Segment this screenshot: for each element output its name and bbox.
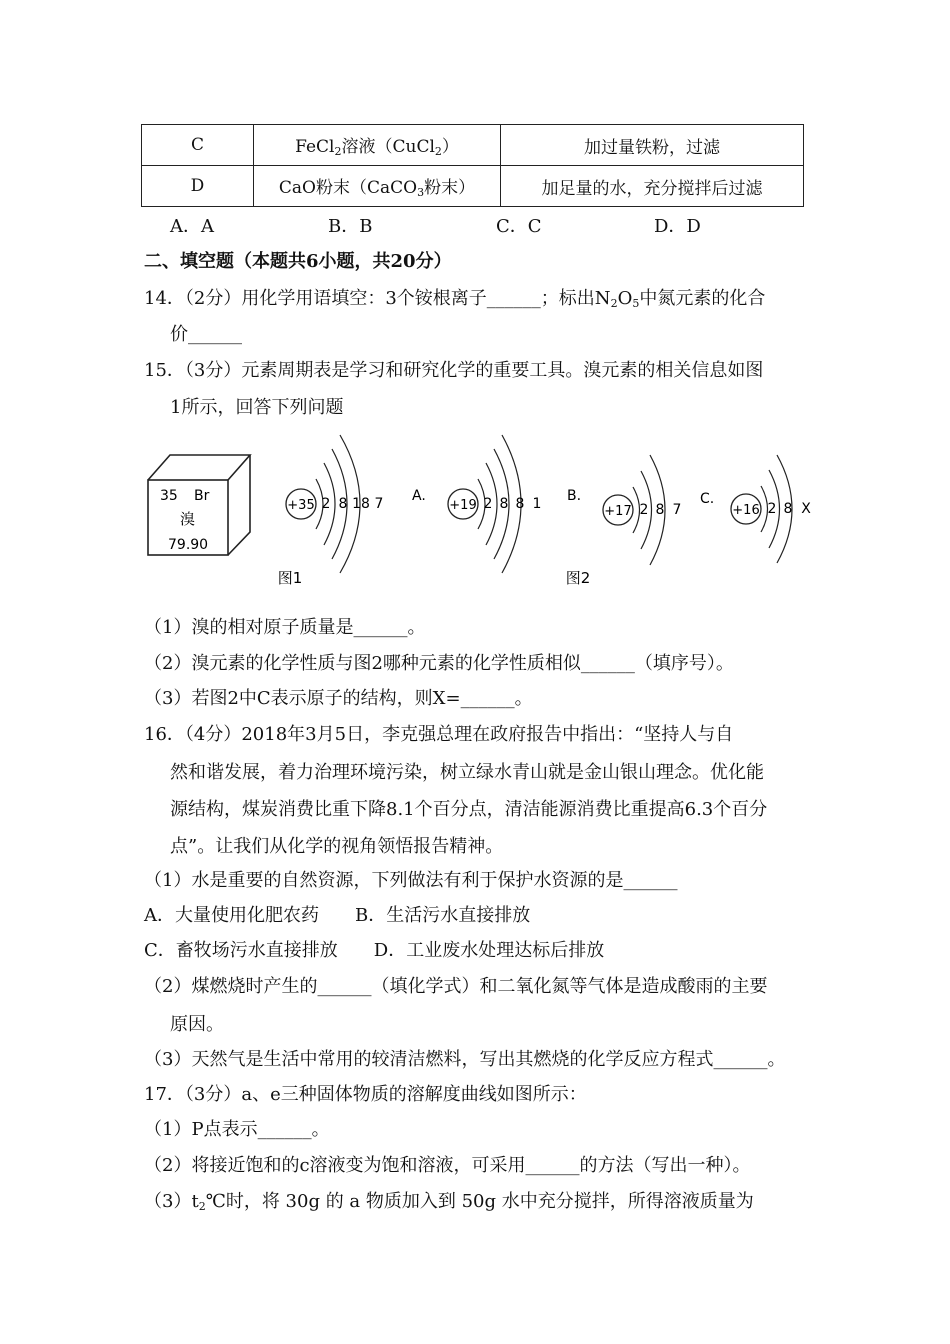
q17-line1: 17．（3分）a、e三种固体物质的溶解度曲线如图所示： [144, 1084, 587, 1105]
q16-sub2-cont: 原因。 [170, 1014, 224, 1035]
c-shell-3: X [801, 501, 811, 517]
a-nucleus: +19 [449, 498, 477, 513]
q16-line3: 源结构，煤炭消费比重下降8.1个百分点，清洁能源消费比重提高6.3个百分 [170, 799, 768, 820]
q17-sub3: $(3)t_2℃$时，将 30g 的 a 物质加入到 50g 水中充分搅拌，所得溶液质量为 [144, 1191, 754, 1213]
a-shell-2: 8 [499, 496, 509, 512]
q17-sub2: （2）将接近饱和的c溶液变为饱和溶液，可采用______的方法（写出一种）。 [144, 1155, 751, 1176]
q13-option-d: D．D [654, 216, 701, 237]
element-number: 35 [160, 488, 178, 504]
q15-line2: 1所示，回答下列问题 [170, 397, 344, 418]
br-shell-4: 7 [374, 496, 384, 512]
q16-sub1: （1）水是重要的自然资源，下列做法有利于保护水资源的是______ [144, 870, 678, 891]
substance-cell: FeCl$_2$溶液（CuCl$_2$） [254, 125, 501, 166]
c-nucleus: +16 [732, 503, 760, 518]
q13-option-c: C．C [496, 216, 542, 237]
option-b-label: B. [567, 488, 582, 504]
br-shell-3: 18 [352, 496, 370, 512]
table-row [142, 125, 804, 166]
q16-options-ab: A．大量使用化肥农药 B．生活污水直接排放 [144, 905, 531, 926]
a-shell-4: 1 [532, 496, 542, 512]
b-shell-2: 8 [655, 502, 665, 518]
method-cell: 加足量的水，充分搅拌后过滤 [501, 166, 804, 207]
q15-line1: 15．（3分）元素周期表是学习和研究化学的重要工具。溴元素的相关信息如图 [144, 360, 764, 381]
element-symbol: Br [194, 488, 210, 504]
b-nucleus: +17 [604, 504, 632, 519]
q16-options-cd: C．畜牧场污水直接排放 D．工业废水处理达标后排放 [144, 940, 605, 961]
row-label: D [142, 166, 254, 207]
q14-line1: 14．（2分）用化学用语填空：3个铵根离子______；标出$N_2O_5$中氮元素的化合 [144, 288, 766, 310]
q16-line2: 然和谐发展，着力治理环境污染，树立绿水青山就是金山银山理念。优化能 [170, 762, 764, 783]
element-name: 溴 [180, 510, 196, 528]
br-shell-2: 8 [338, 496, 348, 512]
b-shell-1: 2 [639, 502, 649, 518]
q13-option-a: A．A [170, 216, 214, 237]
q17-sub1: （1）P点表示______。 [144, 1119, 330, 1140]
option-a-label: A. [412, 488, 426, 504]
q16-line4: 点”。让我们从化学的视角领悟报告精神。 [170, 836, 504, 857]
c-atom-diagram [731, 455, 811, 563]
row-label: C [142, 125, 254, 166]
c-shell-1: 2 [767, 501, 777, 517]
method-cell: 加过量铁粉，过滤 [501, 125, 804, 166]
figure-2-caption: 图2 [565, 569, 591, 587]
figure-1-caption: 图1 [277, 569, 303, 587]
a-atom-diagram [448, 435, 541, 573]
br-atom-diagram [286, 435, 383, 573]
element-mass: 79.90 [168, 537, 209, 553]
b-atom-diagram [603, 455, 681, 565]
br-shell-1: 2 [321, 496, 331, 512]
atomic-structure-figure [140, 425, 820, 595]
q15-sub2: （2）溴元素的化学性质与图2哪种元素的化学性质相似______（填序号）。 [144, 653, 734, 674]
a-shell-3: 8 [515, 496, 525, 512]
c-shell-2: 8 [783, 501, 793, 517]
b-shell-3: 7 [672, 502, 682, 518]
substance-cell: CaO粉末（CaCO$_3$粉末） [254, 166, 501, 207]
br-nucleus: +35 [287, 498, 315, 513]
q13-option-b: B．B [328, 216, 373, 237]
section-title: 二、填空题（本题共6小题，共20分） [144, 251, 452, 272]
q16-sub3: （3）天然气是生活中常用的较清洁燃料，写出其燃烧的化学反应方程式______。 [144, 1049, 786, 1070]
q16-line1: 16．（4分）2018年3月5日，李克强总理在政府报告中指出：“坚持人与自 [144, 724, 734, 745]
q15-sub1: （1）溴的相对原子质量是______。 [144, 617, 426, 638]
q15-sub3: （3）若图2中C表示原子的结构，则X=______。 [144, 688, 533, 709]
table-row [142, 166, 804, 207]
options-table [141, 124, 804, 207]
q14-line2: 价______ [170, 324, 242, 345]
q16-sub2: （2）煤燃烧时产生的______（填化学式）和二氧化氮等气体是造成酸雨的主要 [144, 976, 768, 997]
option-c-label: C. [700, 491, 715, 507]
a-shell-1: 2 [483, 496, 493, 512]
